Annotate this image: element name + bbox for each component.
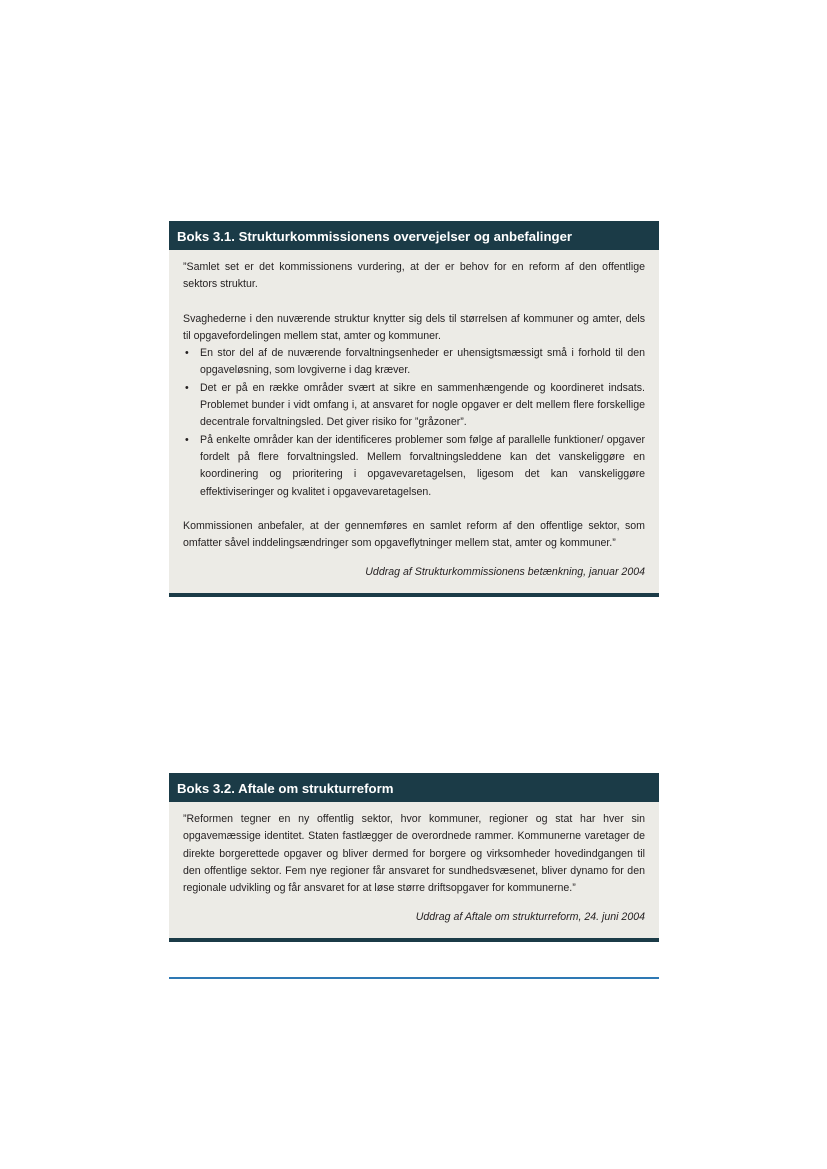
bullet-text: En stor del af de nuværende forvaltningsenheder er uhensigtsmæssigt små i forhold til den opgaveløsning, som lovgiverne i dag kræver. (200, 347, 645, 377)
box-title: Boks 3.2. Aftale om strukturreform (169, 773, 659, 802)
box-paragraph-quote: ”Reformen tegner en ny offentlig sektor, hvor kommuner, regioner og stat har hver sin opgavemæssige identitet. Staten fastlægger de overordnede rammer. Kommunerne varetager de direkte borgerettede opgaver og bliver dermed for borgere og virksomheder hovedindgangen til den offentlige sektor. Fem nye regioner får ansvaret for sundhedsvæsenet, bliver dynamo for den regionale udvikling og får ansvaret for at løse større driftsopgaver for kommunerne.” (183, 813, 645, 895)
bullet-item (183, 380, 645, 432)
box-paragraph-recommendation: Kommissionen anbefaler, at der gennemføres en samlet reform af den offentlige sektor, som omfatter såvel inddelingsændringer som opgaveflytninger mellem stat, amter og kommuner.” (183, 519, 645, 550)
bullet-text: På enkelte områder kan der identificeres problemer som følge af parallelle funktioner/ opgaver fordelt på flere forvaltningsled. Mellem forvaltningsleddene kan det vanskeliggøre en koordinering og prioritering i opgavevaretagelsen, ligesom det kan vanskeliggøre effektiviseringer og kvalitet i opgavevaretagelsen. (200, 433, 645, 498)
box-body (169, 250, 659, 593)
bullet-list (183, 345, 645, 501)
bullet-icon: • (185, 433, 189, 446)
box-body (169, 802, 659, 938)
box-source: Uddrag af Aftale om strukturreform, 24. juni 2004 (415, 911, 645, 924)
bullet-text: Det er på en række områder svært at sikre en sammenhængende og koordineret indsats. Problemet bunder i vidt omfang i, at ansvaret for nogle opgaver er delt mellem flere forskellige decentrale forvaltningsled. Det giver risiko for ”gråzoner”. (200, 381, 645, 429)
box-source: Uddrag af Strukturkommissionens betænkning, januar 2004 (365, 566, 645, 579)
info-box-3-1 (169, 221, 659, 597)
bullet-item (183, 345, 645, 380)
page-divider (169, 977, 659, 979)
box-paragraph-weakness: Svaghederne i den nuværende struktur knytter sig dels til størrelsen af kommuner og amter, dels til opgavefordelingen mellem stat, amter og kommuner. (183, 312, 645, 342)
bullet-icon: • (185, 347, 189, 360)
bullet-icon: • (185, 381, 189, 394)
info-box-3-2 (169, 773, 659, 942)
box-title: Boks 3.1. Strukturkommissionens overvejelser og anbefalinger (169, 221, 659, 250)
box-paragraph-intro: ”Samlet set er det kommissionens vurdering, at der er behov for en reform af den offentlige sektors struktur. (183, 261, 645, 291)
bullet-item (183, 432, 645, 501)
